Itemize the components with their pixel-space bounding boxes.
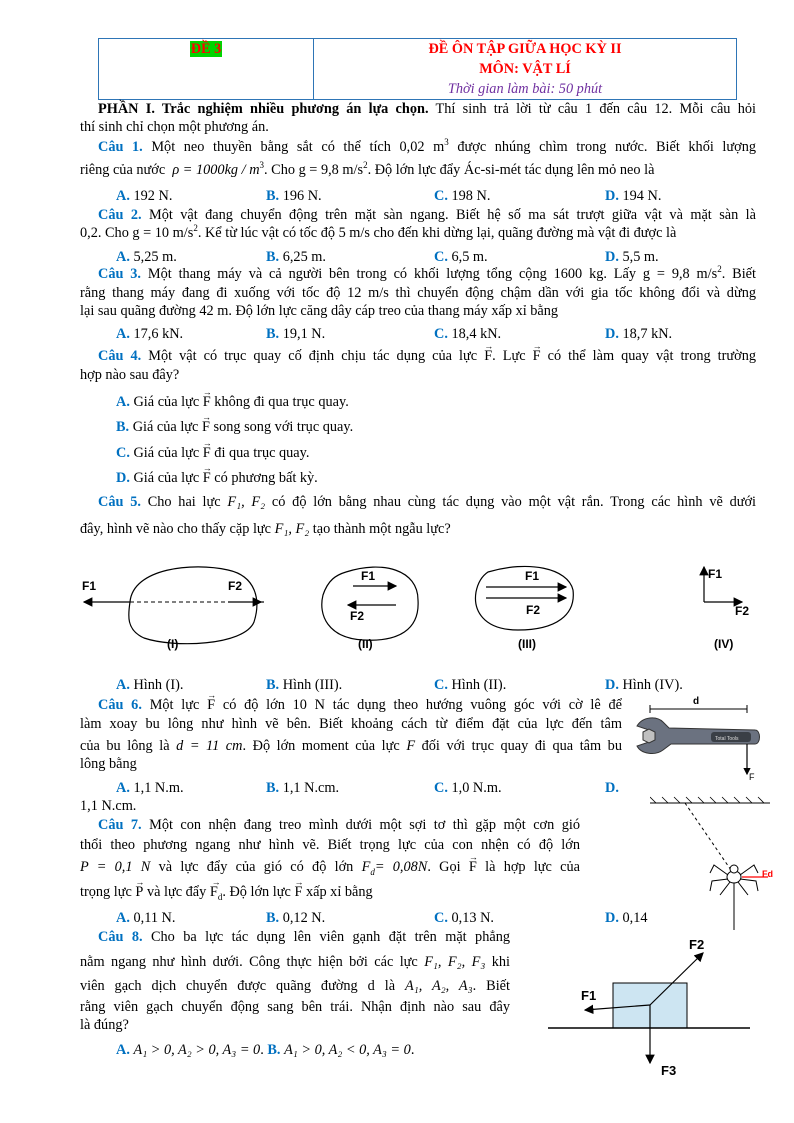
header-box [98,38,737,100]
q8-line4: rằng viên gạch chuyển động sang bên trái. Nhận định nào sau đây [80,999,510,1015]
q4-option-a[interactable]: A. Giá của lực → F không đi qua trục quay. [116,394,349,411]
fig-iv [704,567,749,651]
q5-line2: đây, hình vẽ nào cho thấy cặp lực F₁, F₂ tạo thành một ngẫu lực? [80,521,451,537]
q3-option-d[interactable]: D. 18,7 kN. [605,326,673,342]
q1-option-c[interactable]: C. 198 N. [434,188,491,204]
q4-line1: Câu 4. Một vật có trục quay cố định chịu tác dụng của lực → F. Lực → F có thể làm quay vật trong trường [98,348,756,365]
q3-option-c[interactable]: C. 18,4 kN. [434,326,502,342]
fig-iv-f1-label: F1 [708,567,723,581]
q1-line1: Câu 1. Một neo thuyền bằng sắt có thể tích 0,02 $m^3$ được nhúng chìm trong nước. Biết khối lượng [98,137,756,155]
q6-line4: lông bằng [80,756,137,772]
q6-line1: Câu 6. Một lực → F có độ lớn 10 N tác dụng theo hướng vuông góc với cờ lê để [98,697,622,714]
q7-line2: thổi theo phương ngang như hình vẽ. Biết trọng lực của con nhện có độ lớn [80,837,580,853]
q7-option-b[interactable]: B. 0,12 N. [266,910,326,926]
q4-option-b[interactable]: B. Giá của lực → F song song với trục quay. [116,419,353,436]
q6-option-d-text: 1,1 N.cm. [80,798,137,814]
wrench-d-label: d [693,696,700,707]
q6-option-b[interactable]: B. 1,1 N.cm. [266,780,340,796]
wrench-f-label: F [749,772,755,782]
fig-i-label: (I) [167,637,179,651]
q1-line2: riêng của nước $\rho = 1000kg / m^3$. Cho g = 9,8 $m/s^2$. Độ lớn lực đẩy Ác-si-mét tác dụng lên mỏ neo là [80,160,655,178]
wrench-brand: Total Tools [715,736,739,742]
q6-line2: làm xoay bu lông như hình vẽ bên. Biết khoảng cách từ điểm đặt của lực đến tâm [80,716,622,732]
q7-option-d[interactable]: D. 0,14 [605,910,648,926]
q8-line3: viên gạch dịch chuyển được quãng đường d là A₁, A₂, A₃. Biết [80,978,510,994]
fig-ii-label: (II) [358,637,373,651]
q8-line2: nằm ngang như hình dưới. Công thực hiện bởi các lực F₁, F₂, F₃ khi [80,954,510,970]
fig-iii-f2-label: F2 [526,603,541,617]
fig-iii-f1-label: F1 [525,569,540,583]
part1-intro: PHẦN I. Trắc nghiệm nhiều phương án lựa chọn. Thí sinh trả lời từ câu 1 đến câu 12. Mỗi câu hỏi [98,101,756,117]
q1-option-b[interactable]: B. 196 N. [266,188,322,204]
q3-option-a[interactable]: A. 17,6 kN. [116,326,184,342]
q1-option-a[interactable]: A. 192 N. [116,188,173,204]
fig-ii-f1-label: F1 [361,569,376,583]
brick-f1-label: F1 [581,988,597,1003]
q1-option-d[interactable]: D. 194 N. [605,188,662,204]
q4-option-c[interactable]: C. Giá của lực → F đi qua trục quay. [116,445,309,462]
fig-i [82,567,264,651]
q3-line1: Câu 3. Một thang máy và cả người bên trong có khối lượng tổng cộng 1600 kg. Lấy g = 9,8 $m/s^2$. Biết [98,264,756,282]
wrench-figure [635,694,765,784]
q3-line2: rằng thang máy đang đi xuống với tốc độ 12 m/s thì chuyển động chậm dần với gia tốc không đổi và dừng [80,285,756,301]
fig-i-f1-label: F1 [82,579,97,593]
q5-option-a[interactable]: A. Hình (I). [116,677,184,693]
fig-iii [475,566,573,651]
q6-option-a[interactable]: A. 1,1 N.m. [116,780,184,796]
q2-option-a[interactable]: A. 5,25 m. [116,249,177,265]
q6-line3: của bu lông là d = 11 cm. Độ lớn moment của lực F đối với trục quay đi qua tâm bu [80,738,622,754]
exam-number: ĐỀ 3 [190,41,222,57]
q8-line1: Câu 8. Cho ba lực tác dụng lên viên gạnh đặt trên mặt phẳng [98,929,510,945]
fig-i-f2-label: F2 [228,579,243,593]
fig-iii-label: (III) [518,637,536,651]
q2-option-b[interactable]: B. 6,25 m. [266,249,326,265]
fig-ii-f2-label: F2 [350,609,365,623]
spider-figure [650,795,780,935]
exam-title: ĐỀ ÔN TẬP GIỮA HỌC KỲ II [428,41,622,57]
q7-line1: Câu 7. Một con nhện đang treo mình dưới một sợi tơ thì gặp một cơn gió [98,817,580,833]
q7-line3: P = 0,1 N và lực đẩy của gió có độ lớn $F_d= 0,08N$. Gọi → F là hợp lực của [80,859,580,876]
q5-option-d[interactable]: D. Hình (IV). [605,677,683,693]
q3-option-b[interactable]: B. 19,1 N. [266,326,326,342]
q8-line5: là đúng? [80,1017,129,1033]
q2-line1: Câu 2. Một vật đang chuyển động trên mặt sàn ngang. Biết hệ số ma sát trượt giữa vật và mặt sàn là [98,207,756,223]
fig-iv-f2-label: F2 [735,604,750,618]
q7-line4: trọng lực → P và lực đẩy → $F_d$. Độ lớn lực → F xấp xỉ bằng [80,884,373,901]
brick-f3-label: F3 [661,1063,677,1078]
q7-option-a[interactable]: A. 0,11 N. [116,910,176,926]
q2-line2: 0,2. Cho g = 10 $m/s^2$. Kể từ lúc vật có tốc độ 5 m/s cho đến khi dừng lại, quãng đường mà vật đi được là [80,223,677,241]
q2-option-d[interactable]: D. 5,5 m. [605,249,659,265]
q3-line3: lại sau quãng đường 42 m. Độ lớn lực căng dây cáp treo của thang máy xấp xỉ bằng [80,303,559,319]
q2-option-c[interactable]: C. 6,5 m. [434,249,488,265]
spider-fd-label: Fd [762,869,773,879]
q4-line2: hợp nào sau đây? [80,367,180,383]
part1-intro-2: thí sinh chỉ chọn một phương án. [80,119,269,135]
q5-option-c[interactable]: C. Hình (II). [434,677,507,693]
q4-option-d[interactable]: D. Giá của lực → F có phương bất kỳ. [116,470,318,487]
exam-duration: Thời gian làm bài: 50 phút [447,81,603,97]
q6-option-c[interactable]: C. 1,0 N.m. [434,780,502,796]
q8-option-a[interactable]: A. A₁ > 0, A₂ > 0, A₃ = 0. B. A₁ > 0, A₂ < 0, A₃ = 0. [116,1042,415,1058]
exam-subject: MÔN: VẬT LÍ [479,61,571,77]
q7-option-c[interactable]: C. 0,13 N. [434,910,494,926]
fig-iv-label: (IV) [714,637,734,651]
q5-figures [78,560,768,655]
q5-option-b[interactable]: B. Hình (III). [266,677,343,693]
brick-figure [545,935,750,1085]
q5-line1: Câu 5. Cho hai lực F₁, F₂ có độ lớn bằng nhau cùng tác dụng vào một vật rắn. Trong các hình vẽ dưới [98,494,757,510]
q6-option-d[interactable]: D. [605,780,619,796]
brick-f2-label: F2 [689,937,705,952]
fig-ii [322,567,418,651]
